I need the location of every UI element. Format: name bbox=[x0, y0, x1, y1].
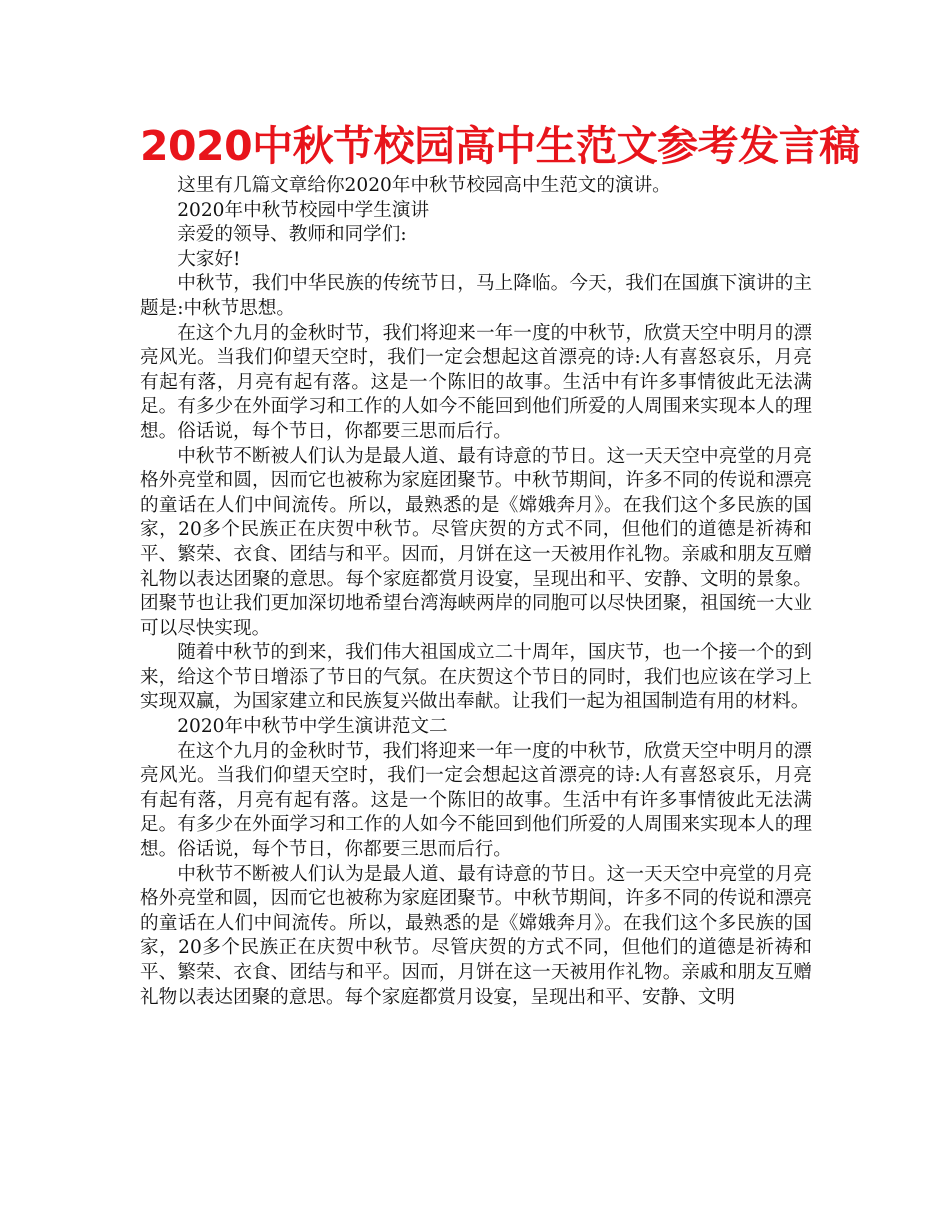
section-heading-speech-one: 2020年中秋节校园中学生演讲 bbox=[177, 199, 430, 221]
document-title: 2020中秋节校园高中生范文参考发言稿 bbox=[140, 122, 860, 170]
paragraph: 中秋节不断被人们认为是最人道、最有诗意的节日。这一天天空中亮堂的月亮格外亮堂和圆，因而它也被称为家庭团聚节。中秋节期间，许多不同的传说和漂亮的童话在人们中间流传。所以，最熟悉的是《嫦娥奔月》。在我们这个多民族的国家，20多个民族正在庆贺中秋节。尽管庆贺的方式不同，但他们的道德是祈祷和平、繁荣、衣食、团结与和平。因而，月饼在这一天被用作礼物。亲戚和朋友互赠礼物以表达团聚的意思。每个家庭都赏月设宴，呈现出和平、安静、文明 bbox=[140, 863, 812, 1008]
paragraph: 中秋节不断被人们认为是最人道、最有诗意的节日。这一天天空中亮堂的月亮格外亮堂和圆，因而它也被称为家庭团聚节。中秋节期间，许多不同的传说和漂亮的童话在人们中间流传。所以，最熟悉的是《嫦娥奔月》。在我们这个多民族的国家，20多个民族正在庆贺中秋节。尽管庆贺的方式不同，但他们的道德是祈祷和平、繁荣、衣食、团结与和平。因而，月饼在这一天被用作礼物。亲戚和朋友互赠礼物以表达团聚的意思。每个家庭都赏月设宴，呈现出和平、安静、文明的景象。团聚节也让我们更加深切地希望台湾海峡两岸的同胞可以尽快团聚，祖国统一大业可以尽快实现。 bbox=[140, 445, 812, 639]
paragraph: 在这个九月的金秋时节，我们将迎来一年一度的中秋节，欣赏天空中明月的漂亮风光。当我们仰望天空时，我们一定会想起这首漂亮的诗:人有喜怒哀乐，月亮有起有落，月亮有起有落。这是一个陈旧的故事。生活中有许多事情彼此无法满足。有多少在外面学习和工作的人如今不能回到他们所爱的人周围来实现本人的理想。俗话说，每个节日，你都要三思而后行。 bbox=[140, 322, 812, 442]
paragraph-greeting: 大家好! bbox=[177, 248, 241, 270]
paragraph-intro: 这里有几篇文章给你2020年中秋节校园高中生范文的演讲。 bbox=[177, 175, 671, 196]
paragraph: 随着中秋节的到来，我们伟大祖国成立二十周年，国庆节，也一个接一个的到来，给这个节日增添了节日的气氛。在庆贺这个节日的同时，我们也应该在学习上实现双赢，为国家建立和民族复兴做出奉献。让我们一起为祖国制造有用的材料。 bbox=[140, 642, 812, 713]
document-page bbox=[140, 118, 860, 1010]
paragraph-salutation: 亲爱的领导、教师和同学们: bbox=[177, 224, 407, 246]
paragraph: 在这个九月的金秋时节，我们将迎来一年一度的中秋节，欣赏天空中明月的漂亮风光。当我们仰望天空时，我们一定会想起这首漂亮的诗:人有喜怒哀乐，月亮有起有落，月亮有起有落。这是一个陈旧的故事。生活中有许多事情彼此无法满足。有多少在外面学习和工作的人如今不能回到他们所爱的人周围来实现本人的理想。俗话说，每个节日，你都要三思而后行。 bbox=[140, 740, 812, 861]
section-heading-speech-two: 2020年中秋节中学生演讲范文二 bbox=[177, 716, 448, 738]
paragraph: 中秋节，我们中华民族的传统节日，马上降临。今天，我们在国旗下演讲的主题是:中秋节思想。 bbox=[140, 273, 812, 319]
